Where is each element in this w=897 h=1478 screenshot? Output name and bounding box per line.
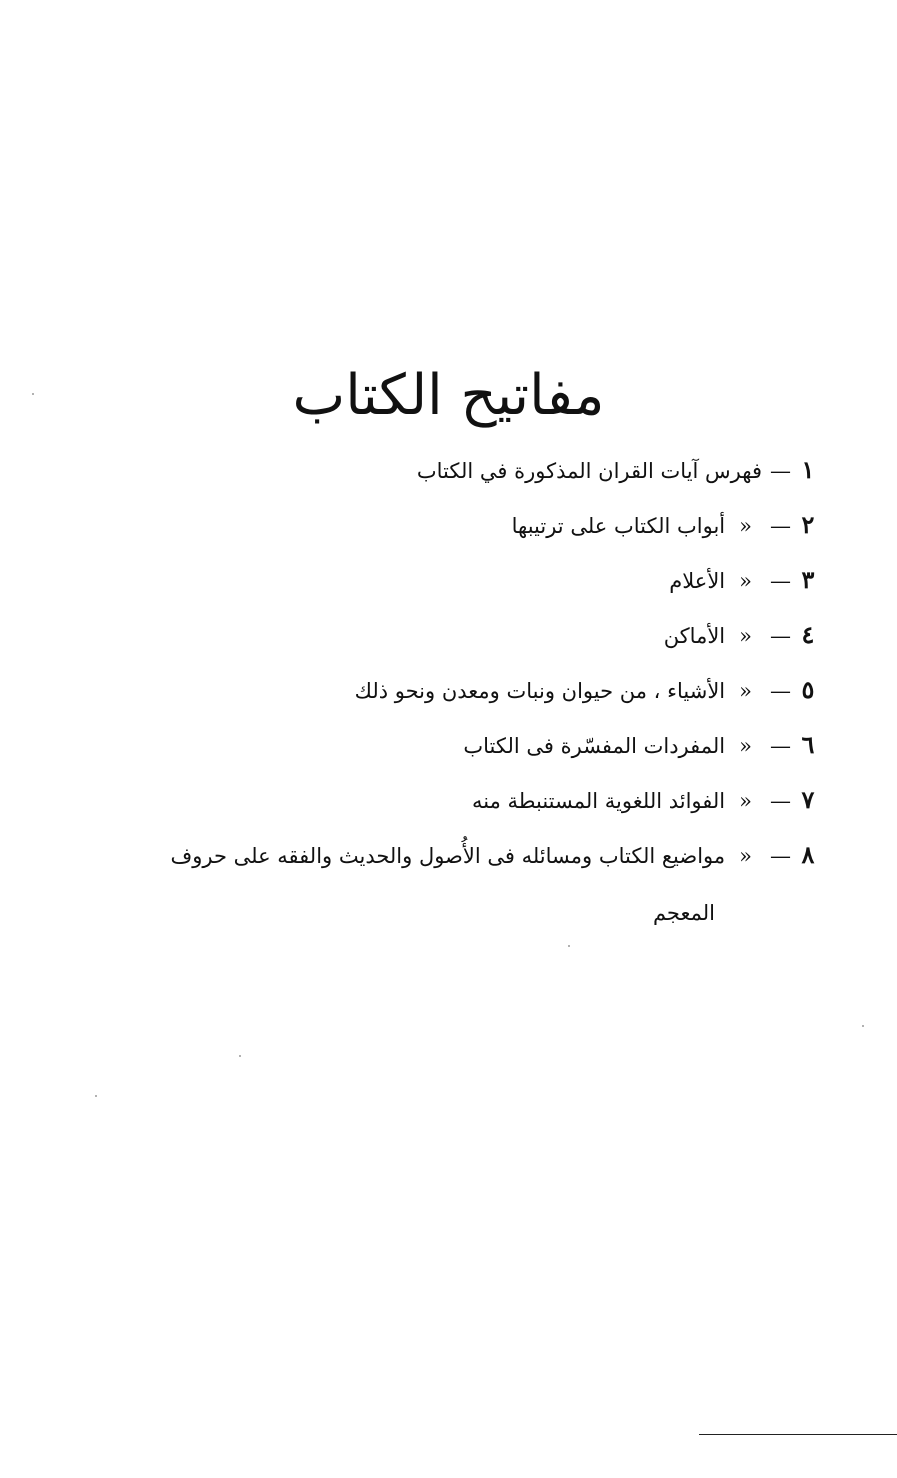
page-title: مفاتيح الكتاب xyxy=(292,362,605,428)
ditto-mark: « xyxy=(739,844,752,868)
item-label: فهرس آيات القران المذكورة في الكتاب xyxy=(416,459,762,483)
ditto-mark: « xyxy=(739,679,752,703)
toc-item-8 xyxy=(97,840,817,928)
toc-item-1 xyxy=(97,455,817,485)
item-dash: — xyxy=(770,459,791,483)
item-number: ٤ xyxy=(801,620,815,649)
item-label: الفوائد اللغوية المستنبطة منه xyxy=(471,789,726,813)
toc-item-4 xyxy=(97,620,817,650)
ditto-mark: « xyxy=(739,789,752,813)
item-dash: — xyxy=(770,624,791,648)
table-of-contents xyxy=(97,455,817,953)
item-number: ٧ xyxy=(801,785,815,814)
item-label: مواضيع الكتاب ومسائله فى الأُصول والحديث والفقه على حروف xyxy=(170,844,726,868)
item-number: ٥ xyxy=(801,675,815,704)
paper-speck xyxy=(568,945,570,947)
item-dash: — xyxy=(770,569,791,593)
ditto-mark: « xyxy=(739,569,752,593)
item-label: أبواب الكتاب على ترتيبها xyxy=(511,514,726,538)
item-label: الأماكن xyxy=(663,624,726,648)
toc-item-2 xyxy=(97,510,817,540)
toc-item-5 xyxy=(97,675,817,705)
toc-item-7 xyxy=(97,785,817,815)
ditto-mark: « xyxy=(739,514,752,538)
item-dash: — xyxy=(770,679,791,703)
item-dash: — xyxy=(770,734,791,758)
ditto-mark: « xyxy=(739,734,752,758)
item-label: الأعلام xyxy=(669,569,726,593)
item-dash: — xyxy=(770,514,791,538)
footer-rule xyxy=(699,1434,897,1435)
item-number: ٦ xyxy=(801,730,815,759)
item-label: المفردات المفسّرة فى الكتاب xyxy=(463,734,726,758)
item-dash: — xyxy=(770,844,791,868)
item-number: ٨ xyxy=(801,840,815,869)
item-dash: — xyxy=(770,789,791,813)
item-label-continuation: المعجم xyxy=(652,901,715,925)
ditto-mark: « xyxy=(739,624,752,648)
toc-item-3 xyxy=(97,565,817,595)
item-label: الأشياء ، من حيوان ونبات ومعدن ونحو ذلك xyxy=(354,679,726,703)
paper-speck xyxy=(862,1025,864,1027)
paper-speck xyxy=(239,1055,241,1057)
paper-speck xyxy=(95,1095,97,1097)
item-number: ٢ xyxy=(801,510,815,539)
paper-speck xyxy=(32,393,34,395)
item-number: ٣ xyxy=(801,565,815,594)
toc-item-6 xyxy=(97,730,817,760)
item-number: ١ xyxy=(801,455,815,484)
